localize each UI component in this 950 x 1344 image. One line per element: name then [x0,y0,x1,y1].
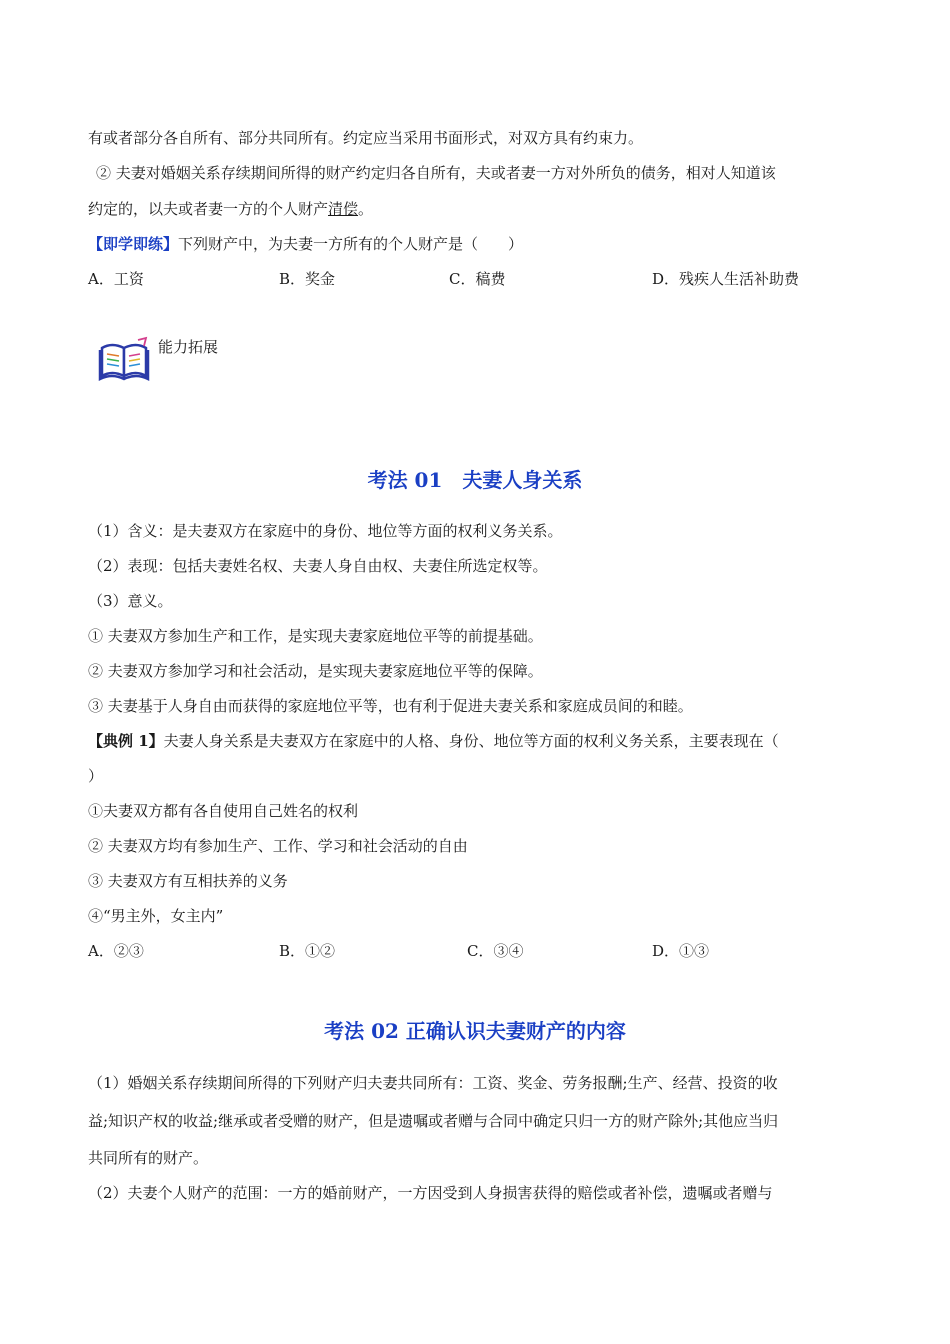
ability-label: 能力拓展 [158,338,219,356]
text-line: ② 夫妻对婚姻关系存续期间所得的财产约定归各自所有，夫或者妻一方对外所负的债务，相对人知道该 [96,164,776,182]
text-line: （2）夫妻个人财产的范围：一方的婚前财产，一方因受到人身损害获得的赔偿或者补偿，遗嘱或者赠与 [88,1184,773,1202]
practice-question [88,234,523,254]
text-line: （3）意义。 [88,592,173,610]
option-b: B．奖金 [279,270,336,288]
option-c: C．稿费 [449,270,506,288]
example-question-text: 夫妻人身关系是夫妻双方在家庭中的人格、身份、地位等方面的权利义务关系，主要表现在（ [163,732,779,750]
example-tag: 【典例 1】 [88,732,164,750]
open-book-icon [98,336,150,382]
option-d: D．残疾人生活补助费 [652,270,800,288]
text-line: ） [88,767,104,785]
text-line [88,199,373,219]
statement-item: ② 夫妻双方均有参加生产、工作、学习和社会活动的自由 [88,837,468,855]
practice-question-text: 下列财产中，为夫妻一方所有的个人财产是（ ） [178,235,524,253]
text-line: （2）表现：包括夫妻姓名权、夫妻人身自由权、夫妻住所选定权等。 [88,557,548,575]
option-c: C．③④ [467,942,524,960]
text-line: 益;知识产权的收益;继承或者受赠的财产，但是遗嘱或者赠与合同中确定只归一方的财产除外;其他应当归 [88,1112,779,1130]
option-d: D．①③ [652,942,710,960]
text-line: ① 夫妻双方参加生产和工作，是实现夫妻家庭地位平等的前提基础。 [88,627,543,645]
statement-item: ④“男主外，女主内” [88,907,224,925]
option-a: A．工资 [88,270,144,288]
text-span: 约定的，以夫或者妻一方的个人财产 [88,200,329,218]
practice-tag: 【即学即练】 [88,235,179,253]
section-heading: 考法 01 夫妻人身关系 [367,468,583,492]
statement-item: ①夫妻双方都有各自使用自己姓名的权利 [88,802,359,820]
text-line: ② 夫妻双方参加学习和社会活动，是实现夫妻家庭地位平等的保障。 [88,662,543,680]
text-span: 。 [358,200,374,218]
text-line: 有或者部分各自所有、部分共同所有。约定应当采用书面形式，对双方具有约束力。 [88,129,644,147]
section-heading: 考法 02 正确认识夫妻财产的内容 [324,1019,626,1043]
text-line: 共同所有的财产。 [88,1149,209,1167]
option-a: A．②③ [88,942,144,960]
underlined-term: 清偿 [328,200,359,218]
option-b: B．①② [279,942,336,960]
text-line: （1）含义：是夫妻双方在家庭中的身份、地位等方面的权利义务关系。 [88,522,563,540]
example-question [88,731,779,751]
text-line: （1）婚姻关系存续期间所得的下列财产归夫妻共同所有：工资、奖金、劳务报酬;生产、经营、投资的收 [88,1074,778,1092]
text-line: ③ 夫妻基于人身自由而获得的家庭地位平等，也有利于促进夫妻关系和家庭成员间的和睦。 [88,697,693,715]
statement-item: ③ 夫妻双方有互相扶养的义务 [88,872,288,890]
